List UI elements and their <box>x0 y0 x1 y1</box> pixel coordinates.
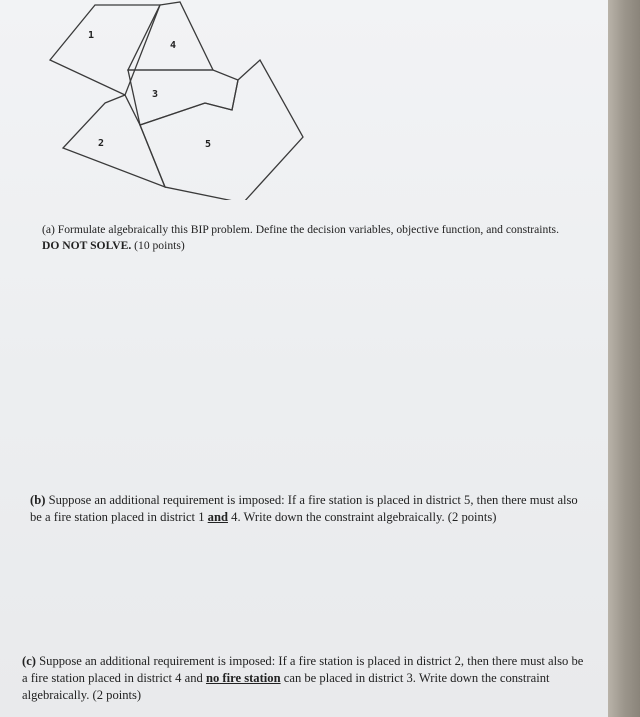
question-b-text: Suppose an additional requirement is imposed: If a fire station is placed in district 5, then there must also be a fire station placed in district 1 <box>30 493 578 524</box>
question-c-text-end: can be placed in district 3. Write down the constraint algebraically. (2 points) <box>22 671 550 702</box>
district-label-3: 3 <box>152 89 159 100</box>
question-c-emphasis: no fire station <box>205 671 281 685</box>
district-2-region <box>63 95 165 187</box>
question-a-prefix: (a) <box>42 223 55 236</box>
district-3-region <box>128 70 238 125</box>
question-a <box>42 222 562 254</box>
question-b <box>30 492 582 526</box>
district-map <box>40 0 340 200</box>
question-c-text: Suppose an additional requirement is imposed: If a fire station is placed in district 2, then there must also be a fire station placed in district 4 and <box>22 654 584 685</box>
district-4-region <box>128 2 213 70</box>
question-a-bold: DO NOT SOLVE. <box>42 239 132 252</box>
question-b-emphasis: and <box>207 510 228 524</box>
district-label-5: 5 <box>205 139 212 150</box>
question-b-text-end: 4. Write down the constraint algebraically. (2 points) <box>231 510 497 524</box>
district-label-4: 4 <box>170 40 177 51</box>
question-b-prefix: (b) <box>30 493 46 507</box>
question-a-points: (10 points) <box>134 239 185 252</box>
district-1-region <box>50 5 160 95</box>
question-c-prefix: (c) <box>22 654 36 668</box>
desk-background <box>608 0 640 717</box>
district-label-2: 2 <box>98 138 105 149</box>
question-c <box>22 653 592 704</box>
question-a-text: Formulate algebraically this BIP problem. Define the decision variables, objective function, and constraints. <box>57 223 559 236</box>
district-5-region <box>140 60 303 200</box>
district-label-1: 1 <box>88 30 95 41</box>
